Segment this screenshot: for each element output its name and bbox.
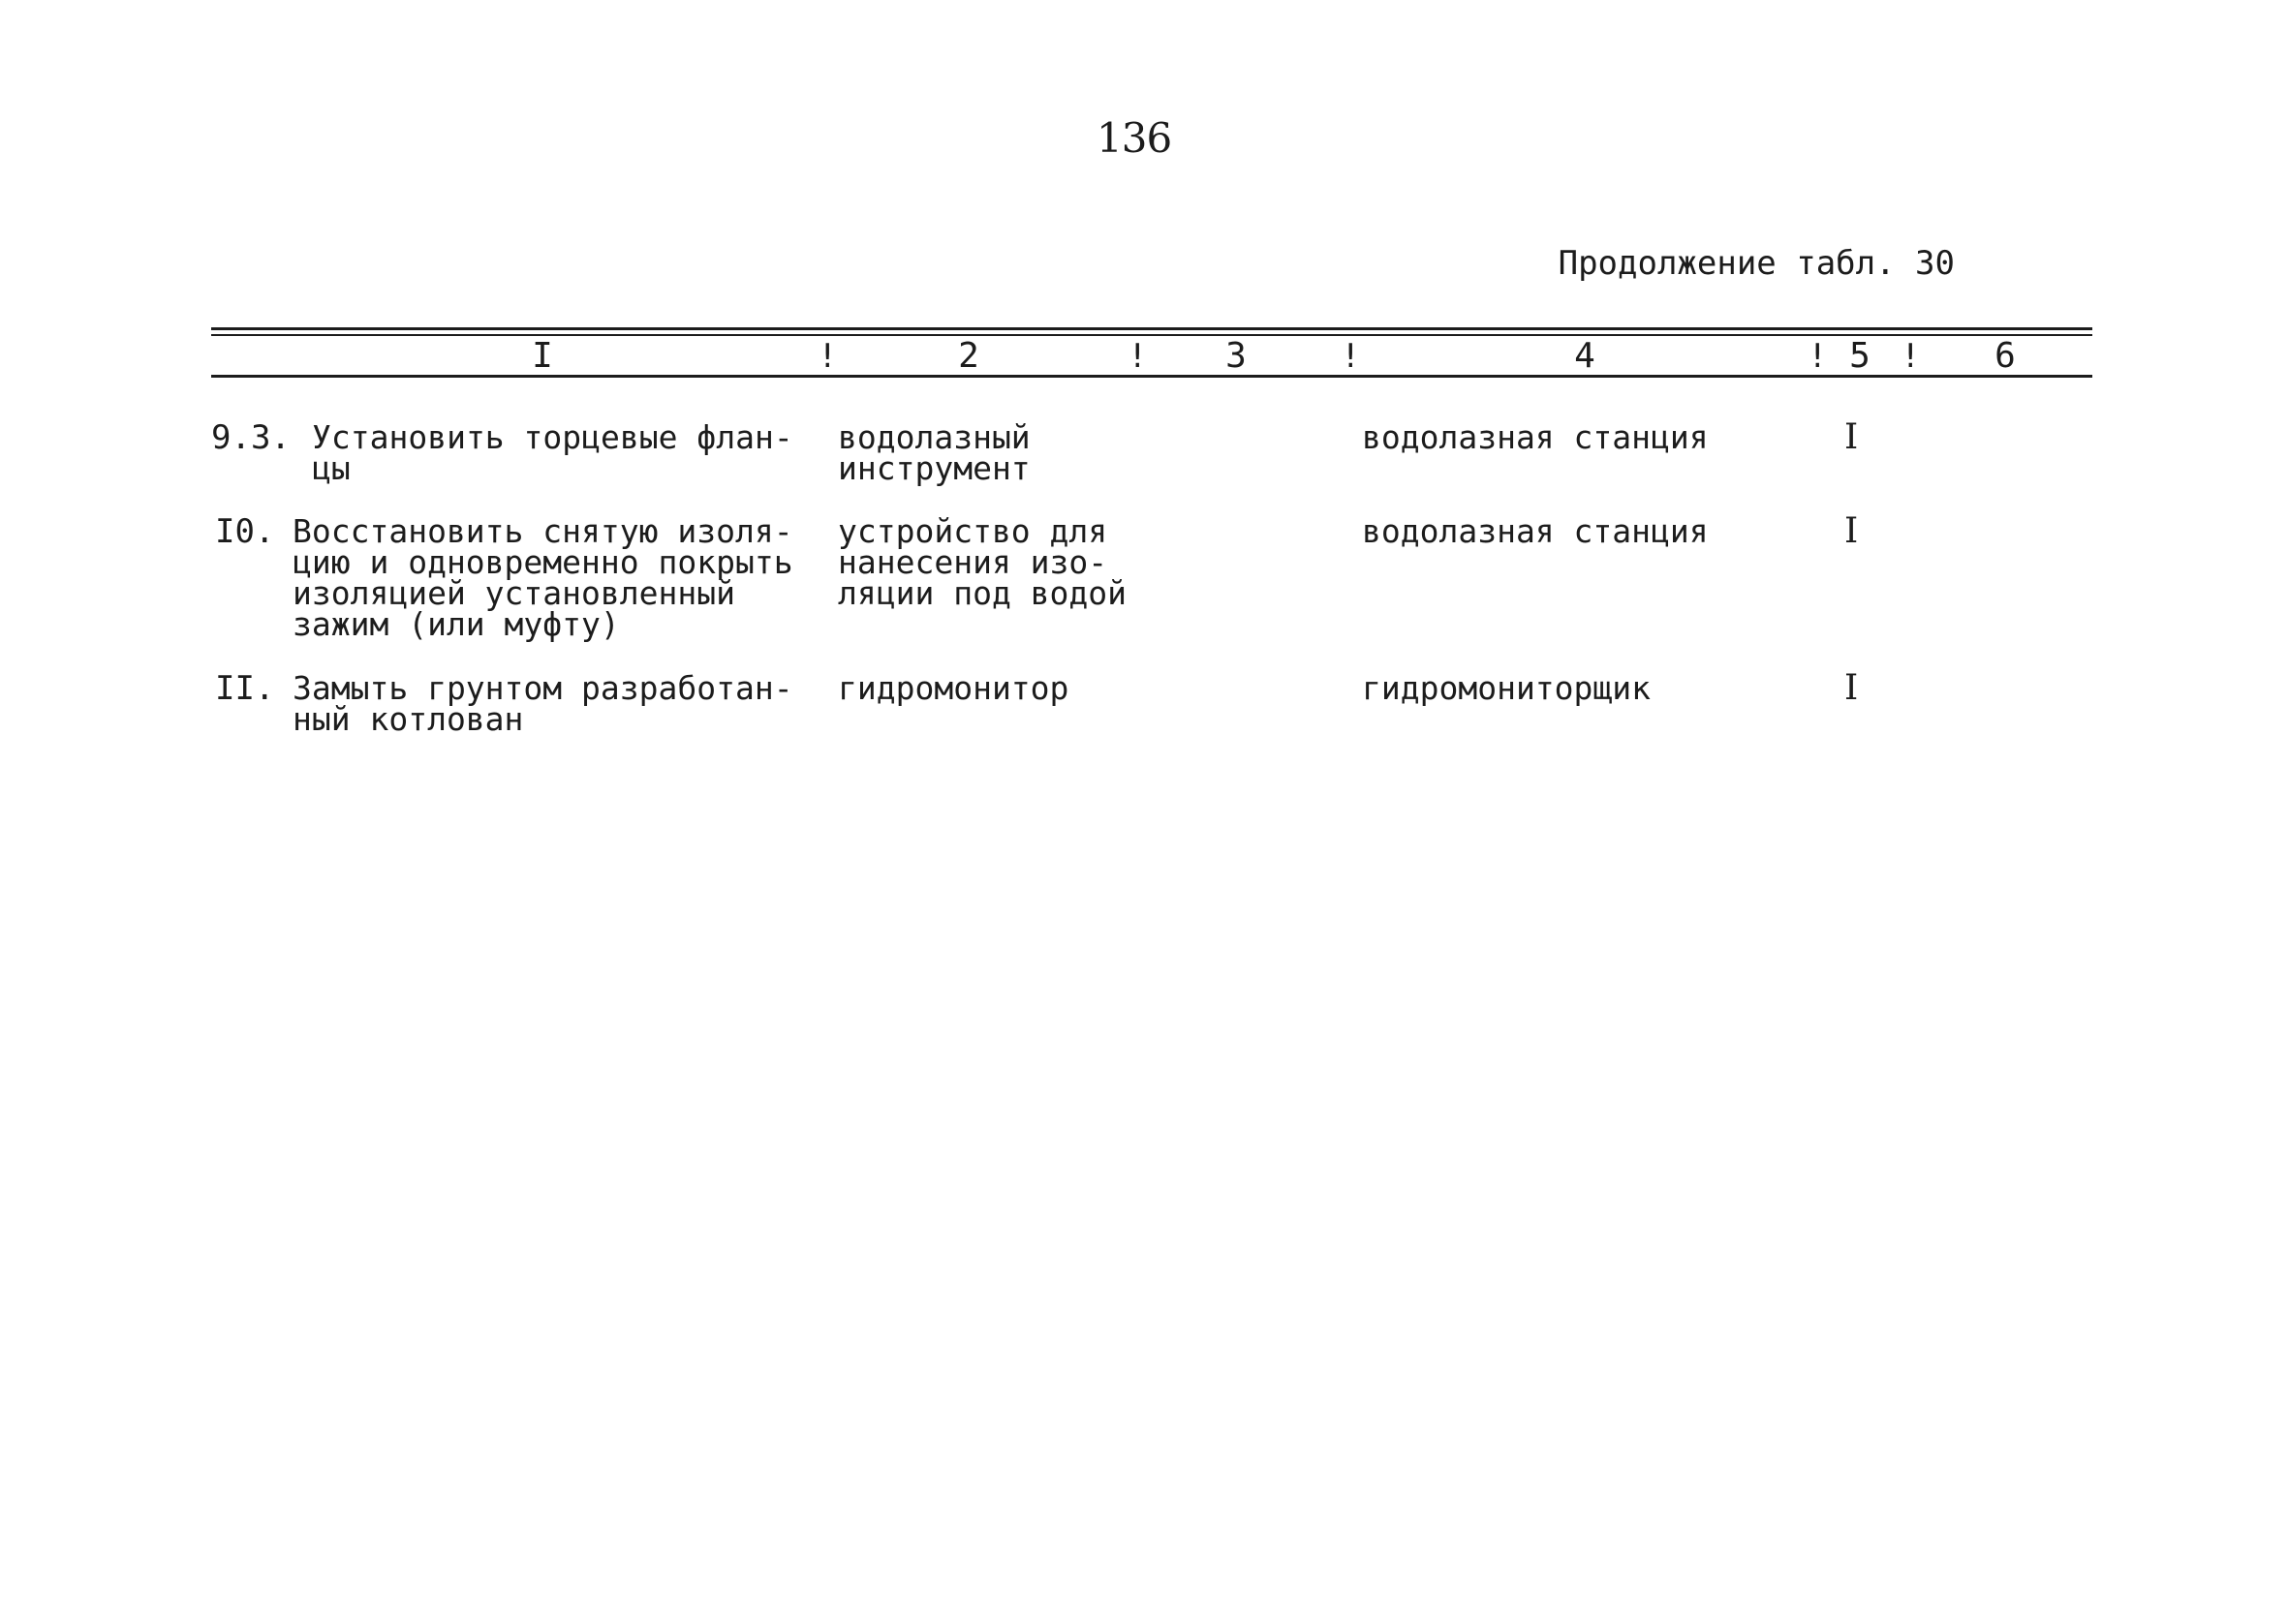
row-number: 9.3. [211, 418, 291, 457]
executor-cell: водолазная станция [1362, 418, 1709, 456]
page-number: 136 [1097, 114, 1172, 162]
means-cell: гидромонитор [838, 669, 1069, 707]
row-number: II. [215, 669, 275, 708]
header-separator: ! [1901, 337, 1921, 376]
header-separator: ! [1128, 337, 1148, 376]
executor-cell: гидромониторщик [1362, 669, 1652, 707]
header-separator: ! [818, 337, 838, 376]
table-caption: Продолжение табл. 30 [1558, 244, 1955, 283]
quantity-cell: I [1844, 511, 1859, 551]
quantity-cell: I [1844, 417, 1859, 457]
table-top-rule [211, 327, 2092, 330]
means-cell: устройство для нанесения изо- ляции под водой [838, 512, 1128, 612]
header-col-6: 6 [1994, 336, 2016, 376]
row-number: I0. [215, 512, 275, 551]
operation-cell: Установить торцевые флан- цы [312, 418, 793, 487]
header-separator: ! [1808, 337, 1828, 376]
table-top-rule-inner [211, 334, 2092, 336]
header-separator: ! [1341, 337, 1361, 376]
header-col-3: 3 [1225, 336, 1247, 376]
header-col-5: 5 [1849, 336, 1871, 376]
means-cell: водолазный инструмент [838, 418, 1031, 487]
header-col-1: I [532, 336, 553, 376]
operation-cell: Восстановить снятую изоля- цию и одновременно покрыть изоляцией установленный зажим (или муфту) [293, 512, 793, 643]
operation-cell: Замыть грунтом разработан- ный котлован [293, 669, 793, 738]
header-col-4: 4 [1574, 336, 1595, 376]
executor-cell: водолазная станция [1362, 512, 1709, 550]
quantity-cell: I [1844, 668, 1859, 708]
header-col-2: 2 [958, 336, 979, 376]
table-header-rule [211, 375, 2092, 378]
